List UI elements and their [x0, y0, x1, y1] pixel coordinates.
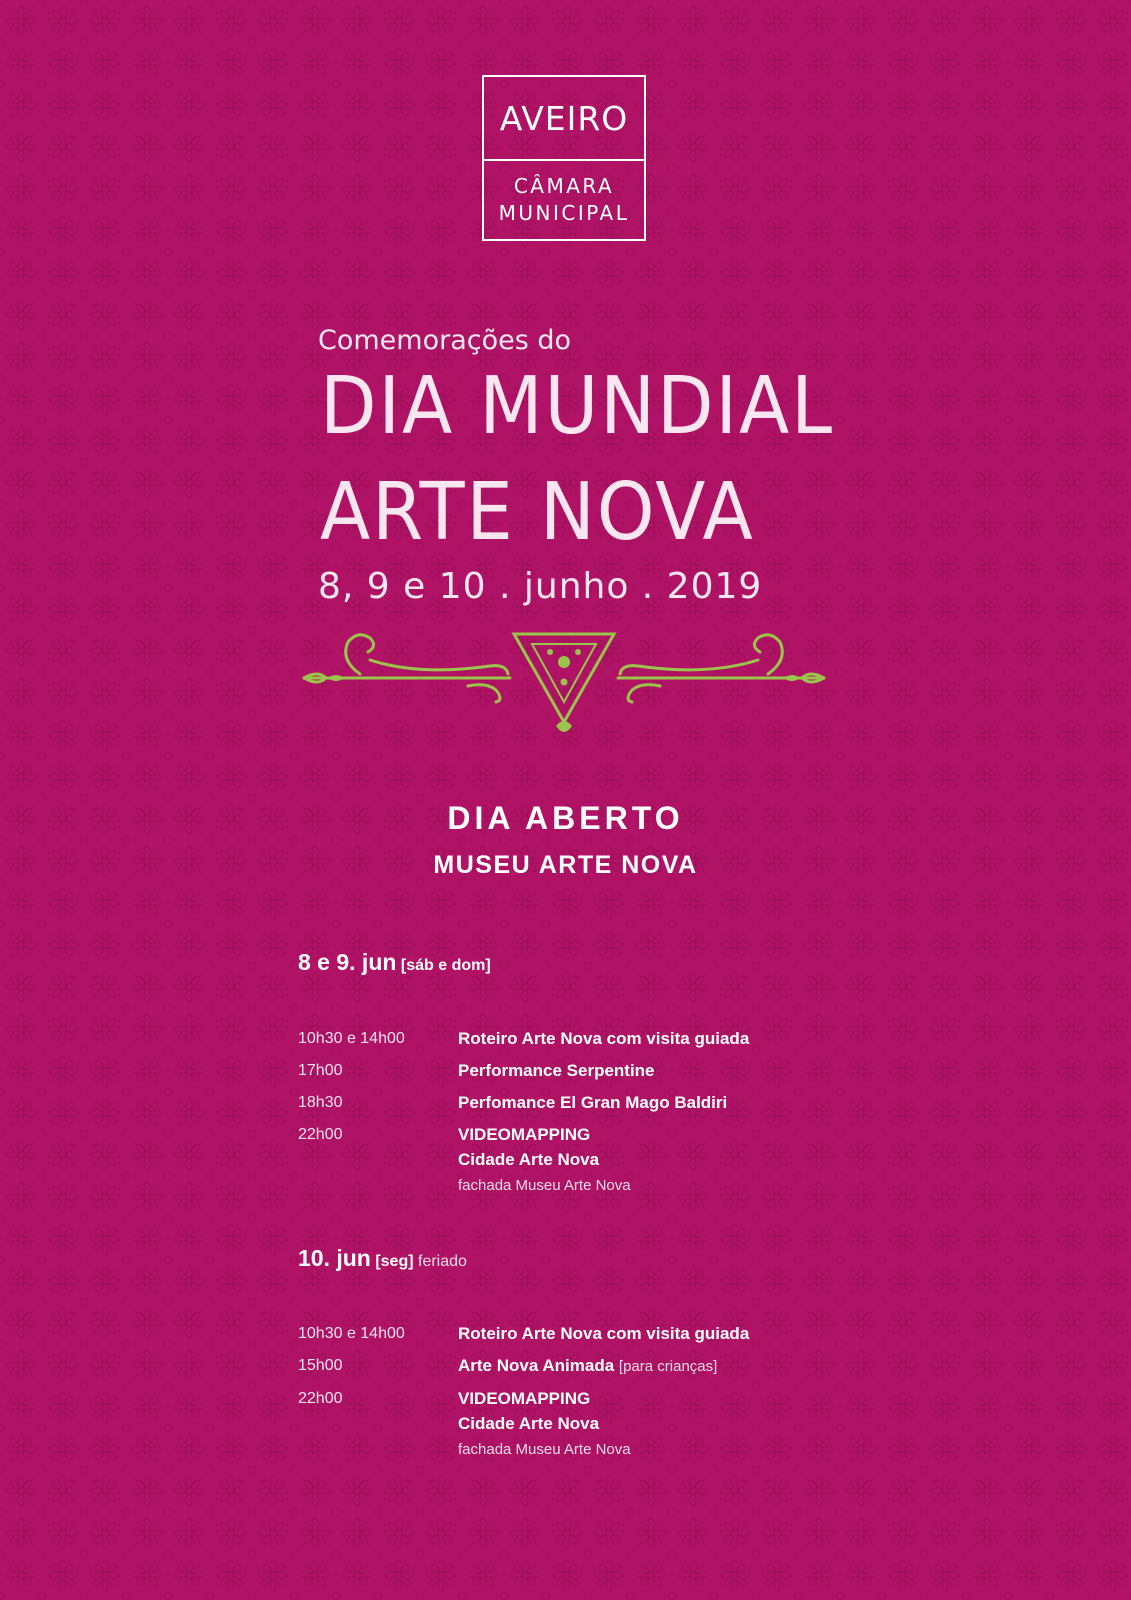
- event-title: VIDEOMAPPING: [458, 1125, 591, 1144]
- pretitle: Comemorações do: [318, 325, 572, 356]
- schedule-row: [298, 1060, 858, 1082]
- day-date: 8 e 9. jun: [298, 949, 397, 975]
- event-dates: 8, 9 e 10 . junho . 2019: [318, 566, 763, 607]
- section-subtitle: MUSEU ARTE NOVA: [433, 851, 698, 879]
- event-time: 18h30: [298, 1094, 343, 1111]
- section-title: DIA ABERTO: [447, 800, 684, 836]
- event-title: Perfomance El Gran Mago Baldiri: [458, 1093, 728, 1112]
- schedule-row: [298, 1323, 858, 1345]
- logo-top-panel: [484, 77, 644, 161]
- event-time: 10h30 e 14h00: [298, 1325, 405, 1342]
- event-place: fachada Museu Arte Nova: [458, 1441, 631, 1458]
- schedule-row: [298, 1092, 858, 1114]
- event-time: 22h00: [298, 1390, 343, 1407]
- event-time: 17h00: [298, 1062, 343, 1079]
- event-info: [458, 1124, 858, 1198]
- event-time: 22h00: [298, 1126, 343, 1143]
- event-title: VIDEOMAPPING: [458, 1389, 591, 1408]
- schedule-row: [298, 1388, 858, 1462]
- art-nouveau-ornament-icon: [300, 630, 828, 740]
- event-time: 15h00: [298, 1357, 343, 1374]
- event-info: [458, 1092, 858, 1114]
- event-title: Performance Serpentine: [458, 1061, 655, 1080]
- day-heading: [298, 1245, 467, 1272]
- schedule-row: [298, 1028, 858, 1050]
- schedule-list: [298, 1323, 858, 1472]
- event-subtitle: Cidade Arte Nova: [458, 1414, 600, 1433]
- event-info: [458, 1060, 858, 1082]
- event-title: Arte Nova Animada: [458, 1356, 615, 1375]
- schedule-row: [298, 1355, 858, 1378]
- camara-aveiro-logo: [482, 75, 646, 241]
- event-time: 10h30 e 14h00: [298, 1030, 405, 1047]
- day-date: 10. jun: [298, 1245, 371, 1271]
- event-note: [para crianças]: [618, 1358, 718, 1375]
- event-info: [458, 1028, 858, 1050]
- event-info: [458, 1355, 858, 1378]
- day-holiday-note: feriado: [418, 1253, 467, 1270]
- event-place: fachada Museu Arte Nova: [458, 1177, 631, 1194]
- day-weekday: [seg]: [375, 1253, 414, 1270]
- logo-line-2: MUNICIPAL: [498, 201, 630, 225]
- schedule-list: [298, 1028, 858, 1208]
- event-info: [458, 1388, 858, 1462]
- main-title-line-2: ARTE NOVA: [320, 466, 755, 558]
- event-title: Roteiro Arte Nova com visita guiada: [458, 1324, 750, 1343]
- logo-city-name: AVEIRO: [499, 98, 629, 138]
- day-weekday: [sáb e dom]: [400, 957, 491, 974]
- main-title-line-1: DIA MUNDIAL: [320, 360, 834, 452]
- event-info: [458, 1323, 858, 1345]
- event-title-with-note: [458, 1355, 858, 1378]
- event-title: Roteiro Arte Nova com visita guiada: [458, 1029, 750, 1048]
- logo-line-1: CÂMARA: [513, 174, 615, 198]
- schedule-row: [298, 1124, 858, 1198]
- day-heading: [298, 949, 491, 976]
- logo-bottom-panel: [484, 161, 644, 239]
- event-subtitle: Cidade Arte Nova: [458, 1150, 600, 1169]
